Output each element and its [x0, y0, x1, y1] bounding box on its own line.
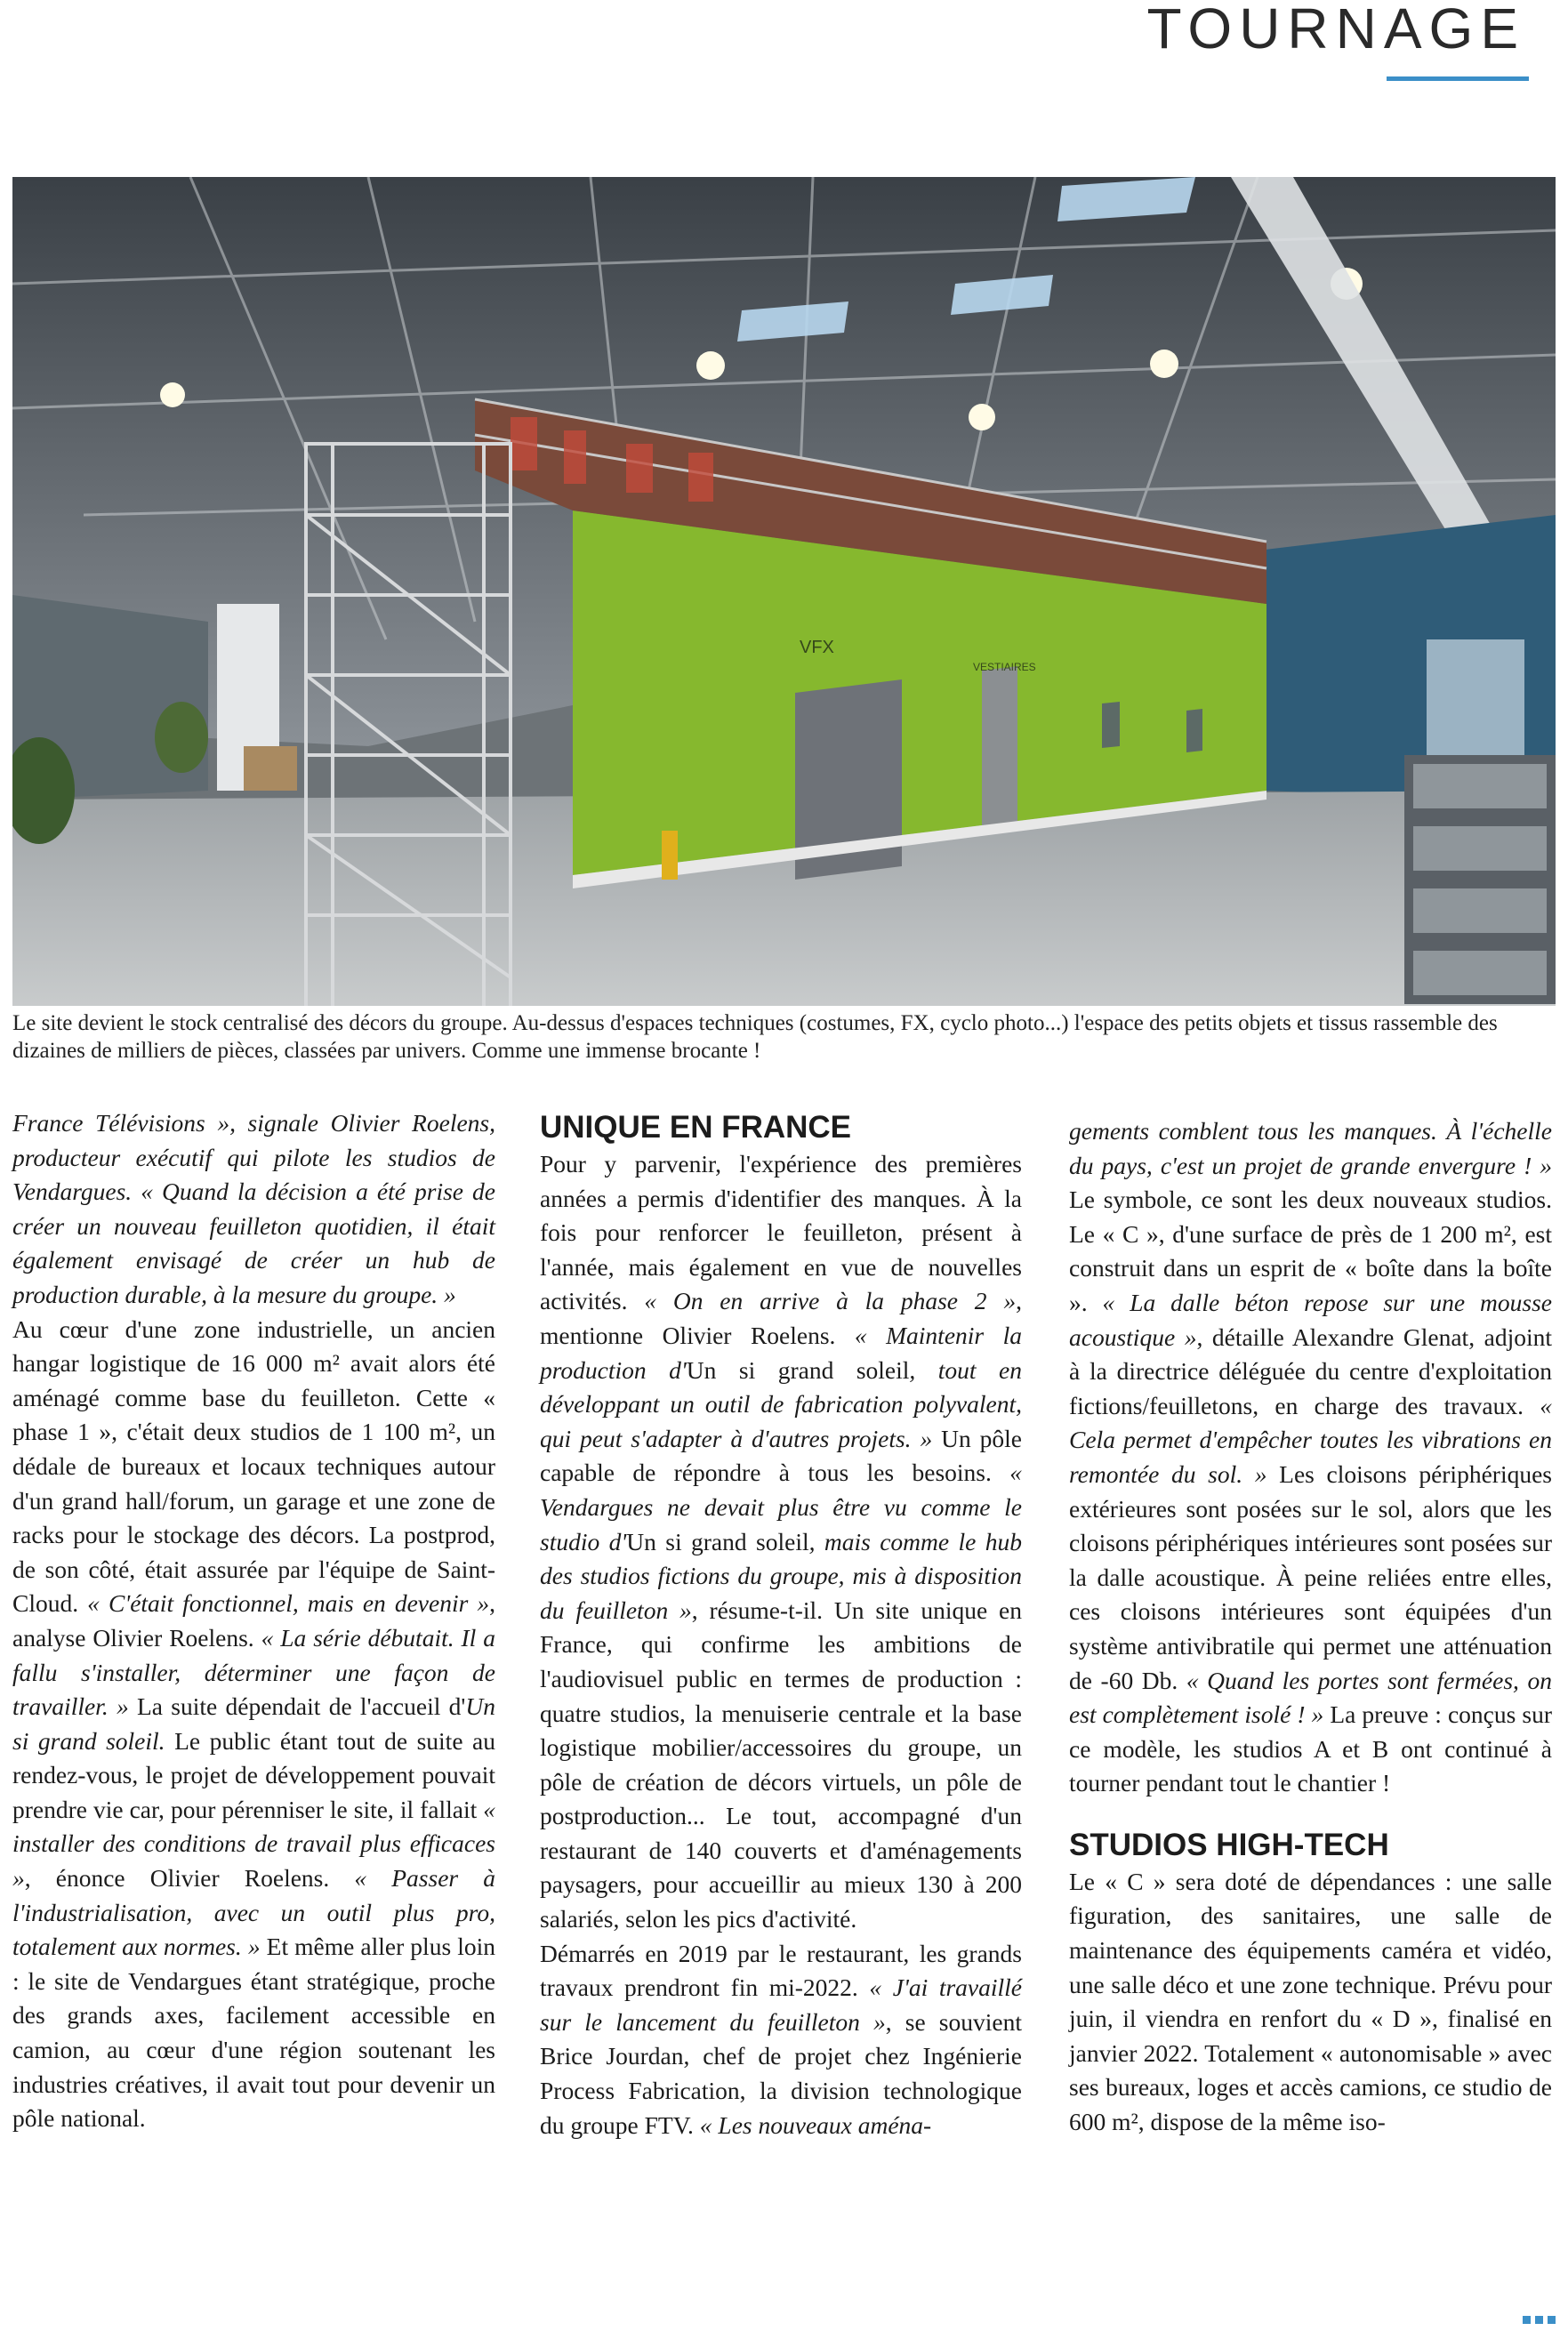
paragraph [540, 1937, 1022, 2143]
paragraph: Le « C » sera doté de dépendances : une salle figuration, des sanitaires, une salle de maintenance des équipements caméra et vidéo, une salle déco et une zone technique. Prévu pour juin, il viendra en renfort du « D », finalisé en janvier 2022. Totalement « autonomisable » avec ses bureaux, loges et accès camions, ce studio de 600 m², dispose de la même iso- [1069, 1867, 1552, 2136]
quote: « Maintenir la production d' [540, 1321, 1022, 1384]
text-run: , énonce Olivier Roelens. [24, 1864, 355, 1893]
text-run: Un pôle capable de répondre à tous les besoins. [540, 1424, 1022, 1487]
text-run: , détaille Alexandre Glenat, adjoint à la directrice déléguée du centre d'exploitation fictions/feuilletons, en charge des travaux. [1069, 1322, 1552, 1419]
show-title: Un si grand soleil [626, 1527, 809, 1555]
section-title: TOURNAGE [1146, 0, 1525, 60]
text-run: Au cœur d'une zone industrielle, un ancien hangar logistique de 16 000 m² avait alors été aménagé comme base du feuilleton. Cette « phase 1 », c'était deux studios de 1 100 m², un dédale de bureaux et locaux techniques autour d'un grand hall/forum, un garage et une zone de racks pour le stockage des décors. La postprod, de son côté, était assurée par l'équipe de Saint-Cloud. [12, 1314, 495, 1618]
text-run: Le symbole, ce sont les deux nouveaux studios. Le « C », d'une surface de près de 1 200 m², est construit dans un esprit de « boîte dans la boîte ». [1069, 1186, 1552, 1316]
quote: « Les nouveaux aména- [699, 2110, 932, 2139]
paragraph [12, 1106, 495, 1313]
quote: « C'était fonctionnel, mais en devenir » [87, 1589, 490, 1618]
text-run: La preuve : conçus sur ce modèle, les studios A et B ont continué à tourner pendant tout le chantier ! [1069, 1700, 1553, 1797]
text-run: Démarrés en 2019 par le restaurant, les grands travaux prendront fin mi-2022. [540, 1939, 1022, 2002]
article-column-2 [540, 1110, 1022, 2142]
subheading-unique-en-france: UNIQUE EN FRANCE [540, 1110, 852, 1145]
photo-caption: Le site devient le stock centralisé des décors du groupe. Au-dessus d'espaces techniques (costumes, FX, cyclo photo...) l'espace des petits objets et tissus rassemble des dizaines de milliers de pièces, classées par univers. Comme une immense brocante ! [12, 1011, 1498, 1063]
show-title: Un si grand soleil [686, 1355, 910, 1384]
quote: « Cela permet d'empêcher toutes les vibrations en remontée du sol. » [1069, 1391, 1552, 1488]
text-run: , se souvient Brice Jourdan, chef de projet chez Ingénierie Process Fabrication, la division technologique du groupe FTV. [540, 2007, 1022, 2139]
quote: « On en arrive à la phase 2 » [644, 1287, 1017, 1315]
quote: « La série débutait. Il a fallu s'installer, déterminer une façon de travailler. » [12, 1623, 495, 1721]
quote: « Passer à l'industrialisation, avec un outil plus pro, totalement aux normes. » [12, 1864, 495, 1961]
vestiaires-wall-label: VESTIAIRES [973, 661, 1036, 673]
quote: « installer des conditions de travail plus efficaces » [12, 1795, 495, 1893]
quote: « Quand les portes sont fermées, on est complètement isolé ! » [1069, 1666, 1552, 1729]
text-run: Les cloisons périphériques extérieures sont posées sur le sol, alors que les cloisons périphériques intérieures sont posées sur la dalle acoustique. À peine reliées entre elles, ces cloisons intérieures sont équipées d'un système antivibratile qui permet une atténuation de -60 Db. [1069, 1459, 1553, 1694]
quote: « J'ai travaillé sur le lancement du feuilleton » [540, 1973, 1022, 2036]
text-run: Et même aller plus loin : le site de Vendargues étant stratégique, proche des grands axes, facilement accessible en camion, au cœur d'une région soutenant les industries créatives, il avait tout pour devenir un pôle national. [12, 1933, 495, 2133]
text-run: Pour y parvenir, l'expérience des premières années a permis d'identifier des manques. À la fois pour renforcer le feuilleton, présent à l'année, mais également en vue de nouvelles activités. [540, 1150, 1022, 1315]
paragraph [12, 1313, 495, 2136]
quote: , tout en développant un outil de fabrication polyvalent, qui peut s'adapter à d'autres projets. » [540, 1355, 1022, 1452]
text-run: , analyse Olivier Roelens. [12, 1589, 495, 1652]
section-title-underline [1387, 76, 1529, 81]
subheading-studios-high-tech: STUDIOS HIGH-TECH [1069, 1827, 1389, 1862]
vfx-wall-label: VFX [800, 638, 834, 657]
text-run: France Télévisions », signale Olivier Roelens, producteur exécutif qui pilote les studios de Vendargues. [12, 1109, 495, 1206]
quote: « La dalle béton repose sur une mousse acoustique » [1069, 1288, 1552, 1351]
right-doorway [1427, 639, 1524, 773]
quote: gements comblent tous les manques. À l'échelle du pays, c'est un projet de grande envergure ! » [1069, 1117, 1552, 1179]
quote: « Quand la décision a été prise de créer un nouveau feuilleton quotidien, il était également envisagé de créer un hub de production durable, à la mesure du groupe. » [12, 1178, 496, 1308]
article-column-1 [12, 1106, 495, 2136]
section-header [1146, 0, 1550, 89]
storage-shelves [1404, 755, 1556, 1004]
quote: « Vendargues ne devait plus être vu comme le studio d' [540, 1459, 1022, 1555]
text-run: , résume-t-il. Un site unique en France, qui confirme les ambitions de l'audiovisuel public en termes de production : quatre studios, la menuiserie centrale et la base logistique mobilier/accessoires du groupe, un pôle de création de décors virtuels, un pôle de postproduction... Le tout, accompagné d'un restaurant de 140 couverts et d'aménagements paysagers, pour accueillir au mieux 130 à 200 salariés, selon les pics d'activité. [540, 1596, 1022, 1933]
hangar-illustration [12, 177, 1556, 1006]
article-column-3 [1069, 1114, 1552, 2140]
quote: , mais comme le hub des studios fictions du groupe, mis à disposition du feuilleton » [540, 1527, 1022, 1624]
paragraph [1069, 1114, 1552, 1801]
side-door [982, 666, 1017, 833]
text-run: La suite dépendait de l'accueil d' [128, 1692, 466, 1721]
text-run: Le public étant tout de suite au rendez-vous, le projet de développement pouvait prendre vie car, pour pérenniser le site, il fallait [12, 1726, 495, 1823]
hangar-photo [12, 177, 1556, 1006]
show-title: Un si grand soleil. [12, 1692, 495, 1755]
safety-bollard [662, 831, 678, 880]
continuation-marker [1523, 2316, 1556, 2324]
paragraph [540, 1147, 1022, 1937]
text-run: , mentionne Olivier Roelens. [540, 1287, 1022, 1349]
